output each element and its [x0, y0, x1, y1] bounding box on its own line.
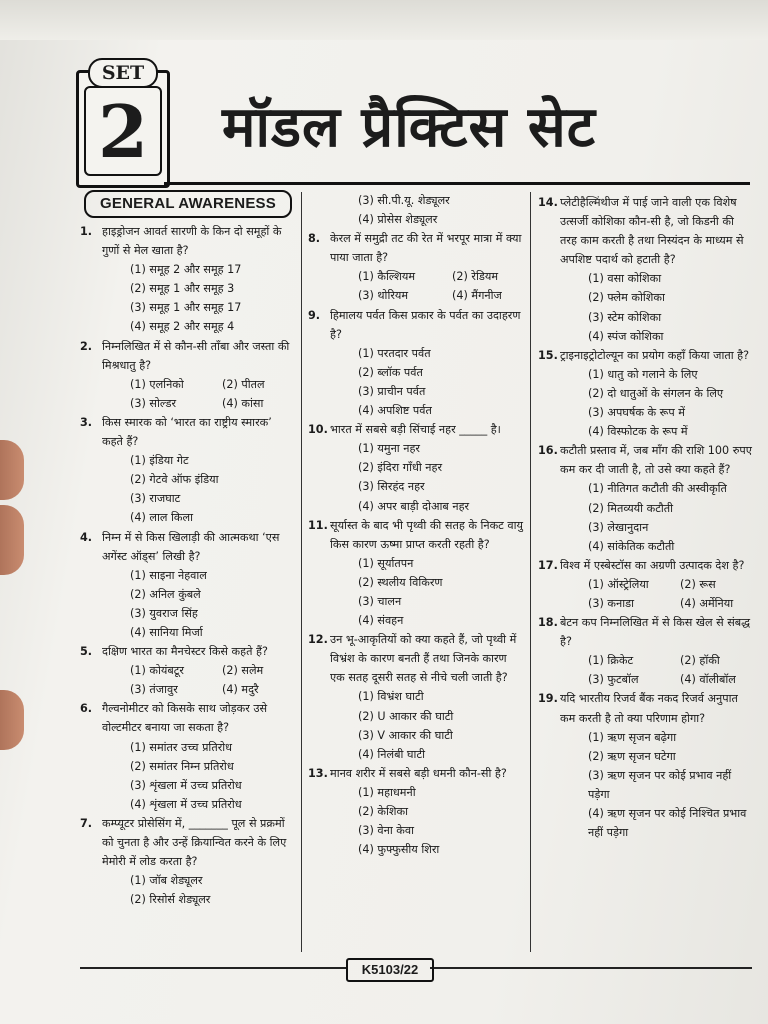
option: (1) विभ्रंश घाटी — [358, 690, 424, 704]
option: (4) विस्फोटक के रूप में — [588, 425, 688, 439]
question-number: 2. — [80, 339, 93, 353]
question-number: 16. — [538, 444, 558, 458]
option: (2) मितव्ययी कटौती — [588, 501, 674, 515]
option: (1) समांतर उच्च प्रतिरोध — [130, 740, 233, 754]
question-number: 7. — [80, 816, 93, 830]
option: (4) निलंबी घाटी — [358, 747, 425, 761]
question — [308, 306, 524, 421]
question — [308, 229, 524, 305]
option: (1) महाधमनी — [358, 785, 416, 799]
question — [80, 222, 296, 337]
option: (1) साइना नेहवाल — [130, 568, 207, 582]
question-number: 1. — [80, 225, 93, 238]
question-text: मानव शरीर में सबसे बड़ी धमनी कौन-सी है? — [330, 766, 507, 780]
column-divider — [301, 192, 302, 952]
question-number: 15. — [538, 348, 558, 362]
option: (3) सिरहंद नहर — [358, 480, 425, 494]
option: (1) कैल्शियम — [358, 270, 416, 284]
question — [80, 337, 296, 413]
option: (3) लेखानुदान — [588, 520, 649, 534]
question-number: 14. — [538, 196, 558, 209]
option: (3) समूह 1 और समूह 17 — [130, 301, 242, 315]
option: (2) अनिल कुंबले — [130, 587, 201, 601]
question — [80, 699, 296, 814]
option: (2) दो धातुओं के संगलन के लिए — [588, 386, 724, 400]
previous-page-edge — [0, 0, 768, 40]
question-text: उन भू-आकृतियों को क्या कहते हैं, जो पृथ्वी में विभ्रंश के कारण बनती हैं तथा जिनके कारण एक सतह दूसरी सतह से नीचे चली जाती है? — [330, 633, 517, 685]
question-continued — [308, 191, 524, 229]
question-text: कम्प्यूटर प्रोसेसिंग में, _______ पूल से प्रक्रमों को चुनता है और उन्हें क्रियान्वित करने के लिए मेमोरी में लोड करता है? — [102, 816, 287, 869]
option: (4) स्पंज कोशिका — [588, 329, 664, 343]
option: (3) अपघर्षक के रूप में — [588, 406, 685, 420]
question — [538, 346, 752, 441]
question-text: हाइड्रोजन आवर्त सारणी के किन दो समूहों के गुणों से मेल खाता है? — [102, 225, 282, 258]
option: (1) यमुना नहर — [358, 442, 420, 456]
option: (2) फ्लेम कोशिका — [588, 291, 665, 305]
option: (3) तंजावुर — [130, 683, 178, 697]
option: (2) रिसोर्स शेड्यूलर — [130, 893, 211, 907]
option: (2) ब्लॉक पर्वत — [358, 365, 423, 379]
column-1 — [80, 190, 296, 909]
option: (4) प्रोसेस शेड्यूलर — [358, 213, 438, 227]
option: (1) कोयंबटूर — [130, 664, 184, 678]
option: (3) सोल्डर — [130, 396, 177, 410]
option: (1) जॉब शेड्यूलर — [130, 874, 203, 888]
question-number: 6. — [80, 702, 93, 716]
option: (2) रेडियम — [452, 270, 499, 284]
option: (4) ऋण सृजन पर कोई निश्चित प्रभाव नहीं पड़ेगा — [588, 807, 747, 840]
option: (3) चालन — [358, 594, 402, 608]
option: (4) अपर बाड़ी दोआब नहर — [358, 499, 470, 513]
finger — [0, 690, 24, 750]
question-text: निम्न में से किस खिलाड़ी की आत्मकथा ‘एस अगेंस्ट ऑड्स’ लिखी है? — [102, 530, 280, 563]
question-text: बेटन कप निम्नलिखित में से किस खेल से संबद्ध है? — [560, 616, 751, 649]
option: (3) शृंखला में उच्च प्रतिरोध — [130, 778, 242, 792]
option: (3) फुटबॉल — [588, 673, 639, 687]
option: (2) गेटवे ऑफ इंडिया — [130, 473, 219, 487]
question-number: 11. — [308, 518, 328, 532]
option: (1) समूह 2 और समूह 17 — [130, 263, 242, 277]
set-number: 2 — [84, 86, 162, 176]
option: (1) धातु को गलाने के लिए — [588, 367, 698, 381]
question-text: दक्षिण भारत का मैनचेस्टर किसे कहते हैं? — [102, 645, 268, 659]
option: (3) ऋण सृजन पर कोई प्रभाव नहीं पड़ेगा — [588, 768, 732, 801]
column-3 — [538, 193, 752, 842]
option: (2) समांतर निम्न प्रतिरोध — [130, 759, 234, 773]
option: (1) क्रिकेट — [588, 654, 634, 668]
finger — [0, 440, 24, 500]
question-text: हिमालय पर्वत किस प्रकार के पर्वत का उदाहरण है? — [330, 308, 521, 341]
option: (2) पीतल — [222, 377, 265, 391]
option: (4) अपशिष्ट पर्वत — [358, 404, 432, 418]
option: (2) सलेम — [222, 664, 264, 678]
option: (4) लाल किला — [130, 511, 193, 525]
question — [80, 814, 296, 909]
page-code: K5103/22 — [346, 958, 434, 982]
question-text: विश्व में एस्बेस्टॉस का अग्रणी उत्पादक देश है? — [560, 558, 745, 572]
option: (2) U आकार की घाटी — [358, 709, 454, 723]
question-text: केरल में समुद्री तट की रेत में भरपूर मात्रा में क्या पाया जाता है? — [330, 232, 522, 265]
option: (1) वसा कोशिका — [588, 272, 662, 286]
question — [308, 420, 524, 515]
question-text: भारत में सबसे बड़ी सिंचाई नहर _____ है। — [330, 423, 501, 437]
question-number: 4. — [80, 530, 93, 544]
option: (2) इंदिरा गाँधी नहर — [358, 461, 443, 475]
question-number: 5. — [80, 645, 93, 659]
question — [80, 528, 296, 643]
question-number: 10. — [308, 423, 328, 437]
question-text: यदि भारतीय रिजर्व बैंक नकद रिजर्व अनुपात कम करती है तो क्या परिणाम होगा? — [560, 692, 738, 725]
question-text: प्लेटीहैल्मिंथीज में पाई जाने वाली एक विशेष उत्सर्जी कोशिका कौन-सी है, जो किडनी की तरह काम करती है तथा निस्यंदन के माध्यम से अपशिष्ट पदार्थ को हटाती है? — [560, 196, 744, 267]
question — [80, 642, 296, 699]
question — [538, 556, 752, 613]
set-label: SET — [88, 58, 158, 88]
question-text: गैल्वनोमीटर को किसके साथ जोड़कर उसे वोल्टमीटर बनाया जा सकता है? — [102, 702, 268, 735]
column-divider — [530, 192, 531, 952]
question-number: 13. — [308, 766, 328, 780]
option: (2) ऋण सृजन घटेगा — [588, 749, 676, 763]
option: (2) हॉकी — [680, 654, 720, 668]
question-text: किस स्मारक को ‘भारत का राष्ट्रीय स्मारक’ कहते हैं? — [102, 415, 272, 449]
question — [308, 630, 524, 764]
column-2 — [308, 191, 524, 859]
question — [538, 193, 752, 346]
question — [538, 613, 752, 689]
option: (3) सी.पी.यू. शेड्यूलर — [358, 194, 450, 207]
option: (4) मदुरै — [222, 683, 259, 697]
question-number: 3. — [80, 415, 93, 429]
page-title: मॉडल प्रैक्टिस सेट — [222, 95, 596, 160]
option: (4) सांकेतिक कटौती — [588, 539, 675, 553]
option: (2) केशिका — [358, 805, 408, 818]
question — [538, 689, 752, 842]
question-number: 19. — [538, 692, 558, 706]
option: (2) स्थलीय विकिरण — [358, 575, 443, 589]
option: (4) फुफ्फुसीय शिरा — [358, 843, 440, 857]
question — [308, 764, 524, 859]
finger — [0, 505, 24, 575]
option: (4) अर्मेनिया — [680, 596, 734, 610]
option: (1) ऑस्ट्रेलिया — [588, 577, 649, 591]
question-number: 17. — [538, 558, 558, 572]
question-number: 9. — [308, 308, 321, 322]
option: (3) वेना केवा — [358, 824, 414, 838]
option: (2) समूह 1 और समूह 3 — [130, 282, 235, 296]
option: (3) स्टेम कोशिका — [588, 310, 662, 324]
option: (1) एलनिको — [130, 377, 184, 391]
question — [538, 441, 752, 556]
question-text: ट्राइनाइट्रोटोल्यून का प्रयोग कहाँ किया जाता है? — [560, 348, 750, 362]
option: (3) युवराज सिंह — [130, 606, 198, 620]
question-text: कटौती प्रस्ताव में, जब माँग की राशि 100 रुपए कम कर दी जाती है, तो उसे क्या कहते हैं? — [560, 444, 752, 477]
option: (4) कांसा — [222, 396, 264, 410]
question-text: निम्नलिखित में से कौन-सी ताँबा और जस्ता की मिश्रधातु है? — [102, 339, 290, 372]
option: (4) वॉलीबॉल — [680, 673, 736, 687]
footer-rule — [80, 967, 346, 969]
option: (1) सूर्यातपन — [358, 556, 414, 570]
option: (3) प्राचीन पर्वत — [358, 384, 426, 398]
option: (3) कनाडा — [588, 596, 634, 610]
option: (1) नीतिगत कटौती की अस्वीकृति — [588, 482, 727, 496]
option: (4) सानिया मिर्जा — [130, 625, 203, 639]
option: (4) समूह 2 और समूह 4 — [130, 320, 235, 334]
question — [80, 413, 296, 528]
option: (4) संवहन — [358, 614, 404, 628]
question-number: 8. — [308, 232, 321, 246]
option: (2) रूस — [680, 577, 716, 591]
option: (3) राजघाट — [130, 492, 181, 506]
footer-rule — [430, 967, 752, 969]
section-title: GENERAL AWARENESS — [84, 190, 292, 218]
question-number: 12. — [308, 633, 328, 647]
option: (3) V आकार की घाटी — [358, 728, 453, 742]
option: (1) इंडिया गेट — [130, 454, 189, 468]
question — [308, 516, 524, 631]
option: (1) ऋण सृजन बढ़ेगा — [588, 730, 677, 744]
option: (1) परतदार पर्वत — [358, 346, 431, 360]
question-number: 18. — [538, 616, 558, 630]
option: (4) शृंखला में उच्च प्रतिरोध — [130, 797, 242, 811]
option: (3) थोरियम — [358, 289, 409, 303]
option: (4) मैंगनीज — [452, 289, 502, 303]
question-text: सूर्यास्त के बाद भी पृथ्वी की सतह के निकट वायु किस कारण ऊष्मा प्राप्त करती रहती है? — [330, 518, 523, 551]
title-divider — [164, 182, 750, 185]
